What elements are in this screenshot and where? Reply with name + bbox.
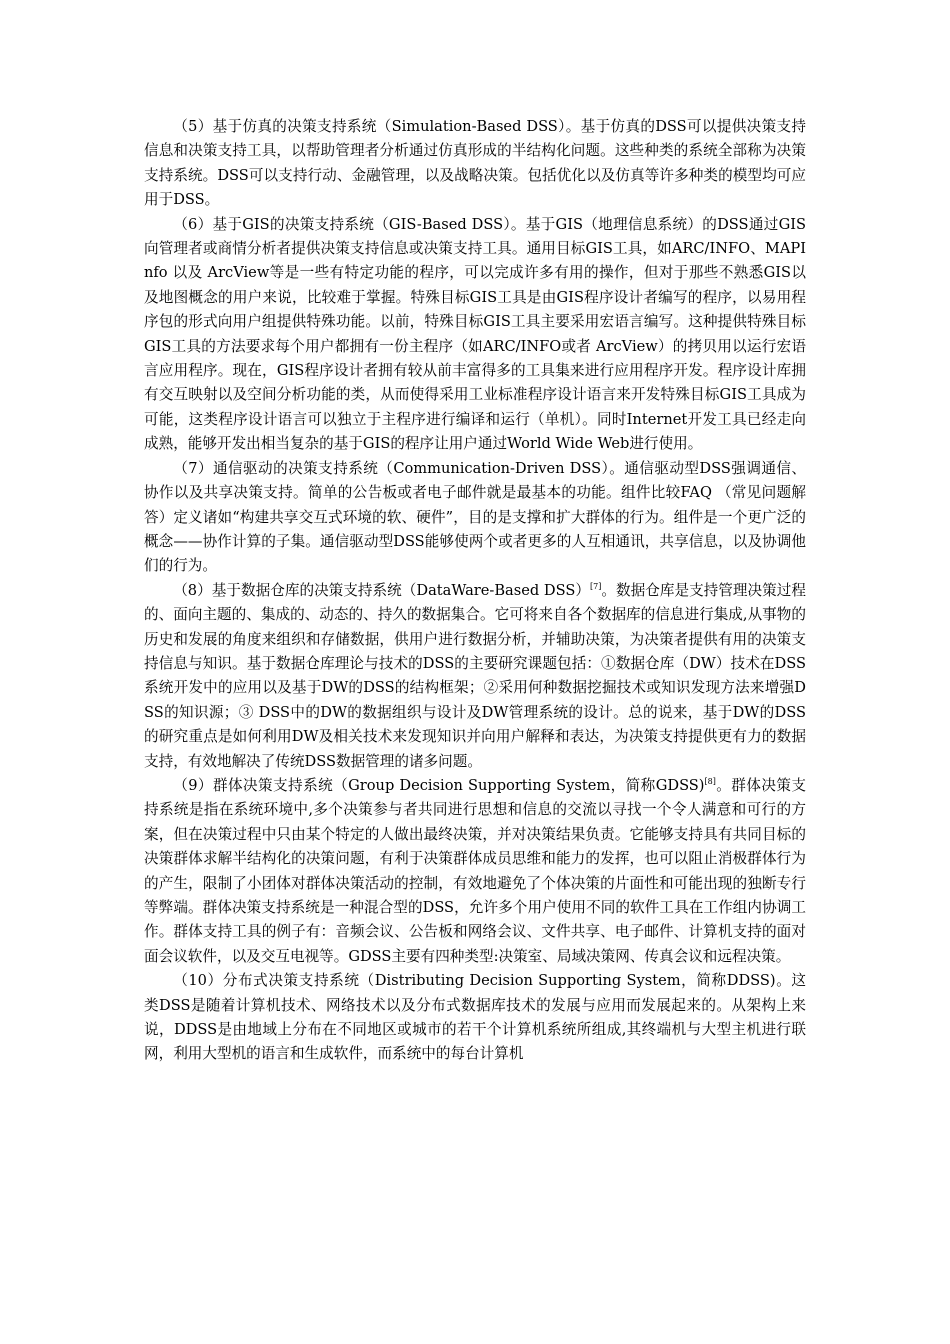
paragraph-data-warehouse-dss <box>144 579 806 774</box>
paragraph-text: （9）群体决策支持系统（Group Decision Supporting System，简称GDSS) <box>173 776 705 794</box>
paragraph-communication-dss: （7）通信驱动的决策支持系统（Communication-Driven DSS）。通信驱动型DSS强调通信、协作以及共享决策支持。简单的公告板或者电子邮件就是最基本的功能。组件比较FAQ （常见问题解答）定义诸如“构建共享交互式环境的软、硬件”，目的是支撑和扩大群体的行为。组件是一个更广泛的概念——协作计算的子集。通信驱动型DSS能够使两个或者更多的人互相通讯，共享信息，以及协调他们的行为。 <box>144 459 806 575</box>
paragraph-text: （8）基于数据仓库的决策支持系统（DataWare-Based DSS） <box>173 581 590 599</box>
paragraph-text: 。群体决策支持系统是指在系统环境中,多个决策参与者共同进行思想和信息的交流以寻找一个令人满意和可行的方案，但在决策过程中只由某个特定的人做出最终决策，并对决策结果负责。它能够支持具有共同目标的决策群体求解半结构化的决策问题，有利于决策群体成员思维和能力的发挥，也可以阻止消极群体行为的产生，限制了小团体对群体决策活动的控制，有效地避免了个体决策的片面性和可能出现的独断专行等弊端。群体决策支持系统是一种混合型的DSS，允许多个用户使用不同的软件工具在工作组内协调工作。群体支持工具的例子有：音频会议、公告板和网络会议、文件共享、电子邮件、计算机支持的面对面会议软件，以及交互电视等。GDSS主要有四种类型:决策室、局域决策网、传真会议和远程决策。 <box>144 776 806 965</box>
paragraph-gis-dss: （6）基于GIS的决策支持系统（GIS-Based DSS）。基于GIS（地理信息系统）的DSS通过GIS向管理者或商情分析者提供决策支持信息或决策支持工具。通用目标GIS工具，如ARC/INFO、MAPInfo 以及 ArcView等是一些有特定功能的程序，可以完成许多有用的操作，但对于那些不熟悉GIS以及地图概念的用户来说，比较难于掌握。特殊目标GIS工具是由GIS程序设计者编写的程序，以易用程序包的形式向用户组提供特殊功能。以前，特殊目标GIS工具主要采用宏语言编写。这种提供特殊目标GIS工具的方法要求每个用户都拥有一份主程序（如ARC/INFO或者 ArcView）的拷贝用以运行宏语言应用程序。现在，GIS程序设计者拥有较从前丰富得多的工具集来进行应用程序开发。程序设计库拥有交互映射以及空间分析功能的类，从而使得采用工业标准程序设计语言来开发特殊目标GIS工具成为可能，这类程序设计语言可以独立于主程序进行编译和运行（单机）。同时Internet开发工具已经走向成熟，能够开发出相当复杂的基于GIS的程序让用户通过World Wide Web进行使用。 <box>144 215 806 453</box>
paragraph-simulation-dss: （5）基于仿真的决策支持系统（Simulation-Based DSS）。基于仿真的DSS可以提供决策支持信息和决策支持工具，以帮助管理者分析通过仿真形成的半结构化问题。这些种类的系统全部称为决策支持系统。DSS可以支持行动、金融管理，以及战略决策。包括优化以及仿真等许多种类的模型均可应用于DSS。 <box>144 118 806 209</box>
paragraph-distributed-dss: （10）分布式决策支持系统（Distributing Decision Supporting System，简称DDSS)。这类DSS是随着计算机技术、网络技术以及分布式数据库技术的发展与应用而发展起来的。从架构上来说，DDSS是由地域上分布在不同地区或城市的若干个计算机系统所组成,其终端机与大型主机进行联网，利用大型机的语言和生成软件，而系统中的每台计算机 <box>144 972 806 1063</box>
paragraph-group-dss <box>144 774 806 969</box>
citation-ref: [7] <box>589 581 602 591</box>
citation-ref: [8] <box>704 776 716 786</box>
document-body <box>144 115 806 1067</box>
paragraph-text: 。数据仓库是支持管理决策过程的、面向主题的、集成的、动态的、持久的数据集合。它可将来自各个数据库的信息进行集成,从事物的历史和发展的角度来组织和存储数据，供用户进行数据分析，并辅助决策，为决策者提供有用的决策支持信息与知识。基于数据仓库理论与技术的DSS的主要研究课题包括：①数据仓库（DW）技术在DSS系统开发中的应用以及基于DW的DSS的结构框架；②采用何种数据挖掘技术或知识发现方法来增强DSS的知识源；③ DSS中的DW的数据组织与设计及DW管理系统的设计。总的说来，基于DW的DSS的研究重点是如何利用DW及相关技术来发现知识并向用户解释和表达，为决策支持提供更有力的数据支持，有效地解决了传统DSS数据管理的诸多问题。 <box>144 581 806 770</box>
